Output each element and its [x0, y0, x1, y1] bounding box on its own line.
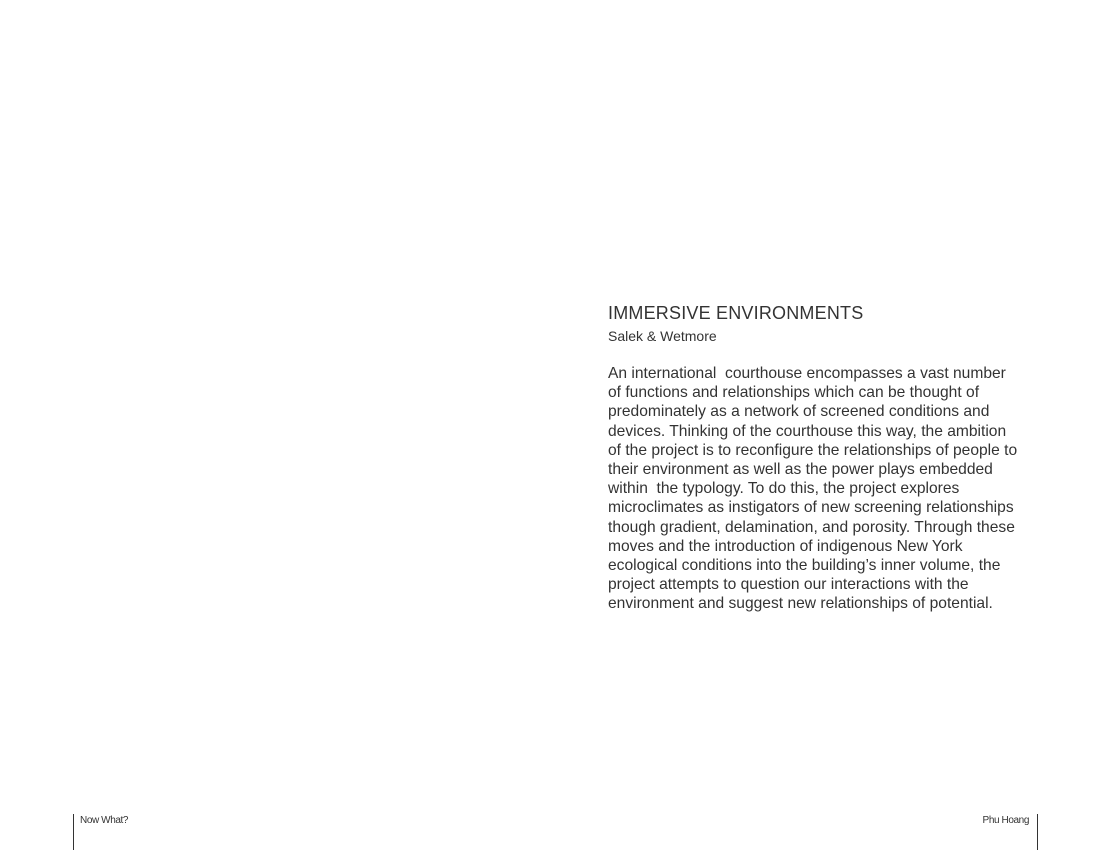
article-block	[608, 302, 1048, 614]
footer-right-label: Phu Hoang	[982, 815, 1029, 826]
body-line: predominately as a network of screened conditions and	[608, 403, 990, 421]
body-line: environment and suggest new relationships of potential.	[608, 595, 993, 613]
body-line: microclimates as instigators of new screening relationships	[608, 499, 1014, 517]
article-subtitle: Salek & Wetmore	[608, 328, 717, 344]
body-line: their environment as well as the power plays embedded	[608, 461, 993, 479]
body-line: devices. Thinking of the courthouse this way, the ambition	[608, 422, 1007, 440]
body-line: An international courthouse encompasses a vast number	[608, 365, 1006, 382]
footer-left-rule	[73, 814, 74, 850]
body-line: ecological conditions into the building’s inner volume, the	[608, 557, 1001, 575]
body-line: of the project is to reconfigure the relationships of people to	[608, 441, 1018, 459]
body-line: within the typology. To do this, the project explores	[608, 480, 960, 498]
body-line: project attempts to question our interactions with the	[608, 576, 969, 594]
article-title: IMMERSIVE ENVIRONMENTS	[608, 303, 864, 323]
footer-left-label: Now What?	[80, 815, 129, 826]
article-body	[608, 364, 1048, 614]
body-line: of functions and relationships which can be thought of	[608, 384, 980, 402]
body-line: moves and the introduction of indigenous New York	[608, 537, 963, 555]
footer-right-rule	[1037, 814, 1038, 850]
body-line: though gradient, delamination, and porosity. Through these	[608, 518, 1015, 536]
